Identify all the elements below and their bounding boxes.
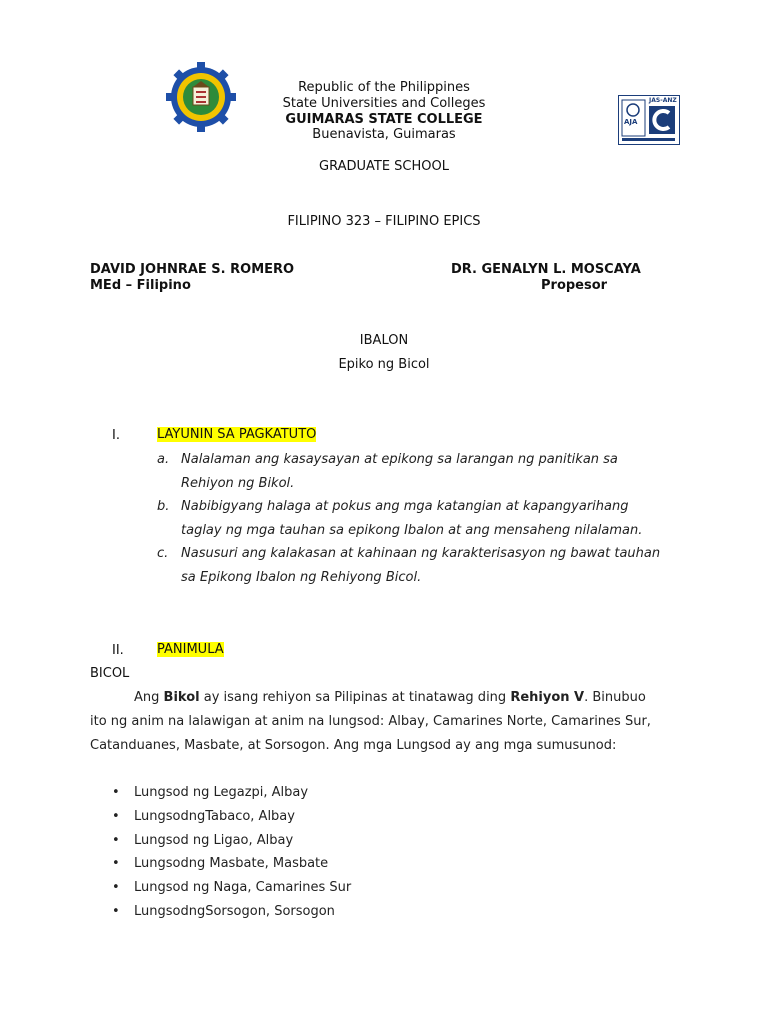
topic-title: IBALON bbox=[359, 333, 409, 348]
student-name: DAVID JOHNRAE S. ROMERO bbox=[90, 262, 295, 277]
course-title: FILIPINO 323 – FILIPINO EPICS bbox=[287, 214, 481, 229]
section2-subheading: BICOL bbox=[90, 666, 130, 681]
header-graduate-school: GRADUATE SCHOOL bbox=[319, 159, 449, 174]
topic-subtitle: Epiko ng Bicol bbox=[338, 357, 430, 372]
jas-anz-logo-text: JAS-ANZ bbox=[649, 97, 677, 104]
header-republic: Republic of the Philippines bbox=[298, 80, 470, 95]
aja-logo-text: AJA bbox=[624, 118, 638, 126]
section1-numeral: I. bbox=[112, 428, 120, 443]
section2-numeral: II. bbox=[112, 643, 124, 658]
header-location: Buenavista, Guimaras bbox=[312, 127, 456, 142]
list-item: • Lungsod ng Naga, Camarines Sur bbox=[112, 880, 352, 895]
header-suc: State Universities and Colleges bbox=[282, 96, 486, 111]
section2-heading: PANIMULA bbox=[157, 642, 224, 657]
student-program: MEd – Filipino bbox=[90, 278, 191, 293]
objective-b: b. Nabibigyang halaga at pokus ang mga katangian at kapangyarihang taglay ng mga tauhan sa epikong Ibalon at ang mensaheng nilalaman. bbox=[157, 499, 643, 538]
section1-heading: LAYUNIN SA PAGKATUTO bbox=[157, 427, 317, 442]
header-college: GUIMARAS STATE COLLEGE bbox=[285, 112, 483, 127]
list-item: • LungsodngTabaco, Albay bbox=[112, 809, 295, 824]
professor-role: Propesor bbox=[541, 278, 608, 293]
list-item: • Lungsodng Masbate, Masbate bbox=[112, 856, 329, 871]
intro-paragraph: Ang Bikol ay isang rehiyon sa Pilipinas at tinatawag ding Rehiyon V. Binubuo ito ng anim na lalawigan at anim na lungsod: Albay, Camarines Norte, Camarines Sur, Catanduanes, Masbate, at Sorsogon. Ang mga Lungsod ay ang mga sumusunod: bbox=[90, 690, 651, 753]
list-item: • Lungsod ng Ligao, Albay bbox=[112, 833, 294, 848]
professor-name: DR. GENALYN L. MOSCAYA bbox=[451, 262, 641, 277]
objective-c: c. Nasusuri ang kalakasan at kahinaan ng karakterisasyon ng bawat tauhan sa Epikong Ibalon ng Rehiyong Bicol. bbox=[157, 546, 661, 585]
list-item: • LungsodngSorsogon, Sorsogon bbox=[112, 904, 335, 919]
list-item: • Lungsod ng Legazpi, Albay bbox=[112, 785, 309, 800]
objective-a: a. Nalalaman ang kasaysayan at epikong sa larangan ng panitikan sa Rehiyon ng Bikol. bbox=[157, 452, 618, 491]
